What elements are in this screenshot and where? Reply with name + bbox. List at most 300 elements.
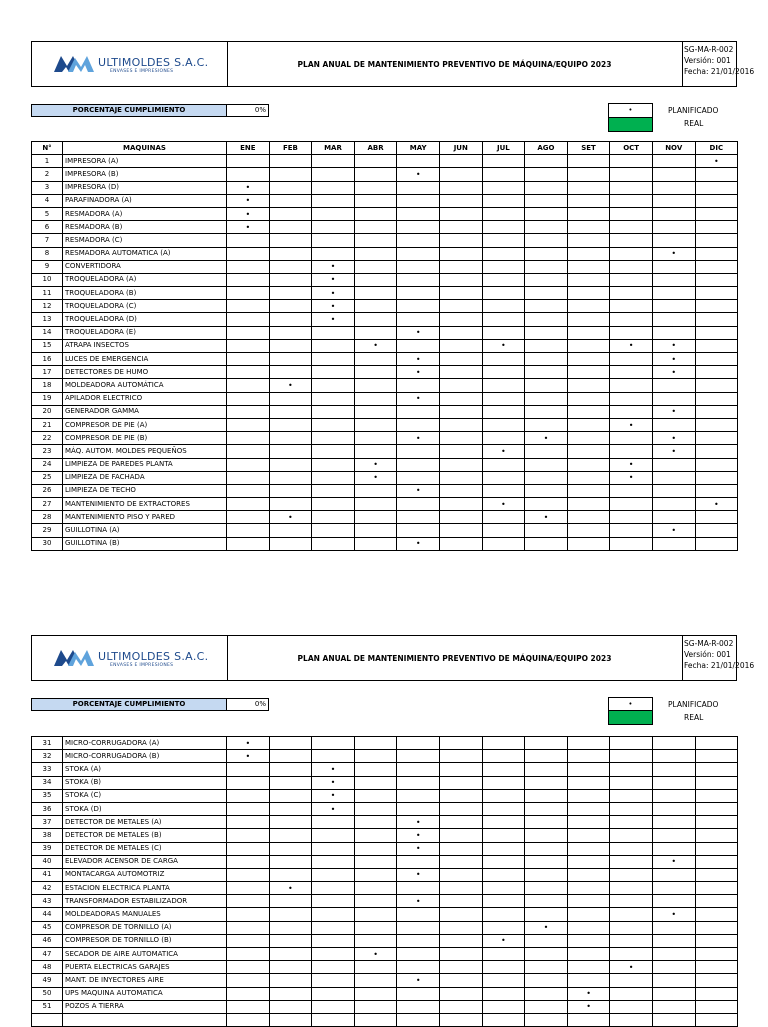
month-cell [610, 353, 653, 366]
month-cell [269, 366, 312, 379]
machine-name: LUCES DE EMERGENCIA [63, 353, 227, 366]
table-row [32, 948, 738, 961]
col-header-abr: ABR [354, 142, 397, 155]
planned-mark: • [610, 961, 653, 974]
planned-mark: • [397, 432, 440, 445]
month-cell [397, 207, 440, 220]
month-cell [439, 750, 482, 763]
month-cell [354, 921, 397, 934]
month-cell [652, 961, 695, 974]
month-cell [439, 234, 482, 247]
month-cell [482, 458, 525, 471]
planned-mark: • [397, 974, 440, 987]
month-cell [312, 974, 355, 987]
month-cell [525, 816, 568, 829]
month-cell [610, 168, 653, 181]
month-cell [567, 961, 610, 974]
logo-cell [32, 42, 228, 86]
month-cell [482, 432, 525, 445]
month-cell [269, 868, 312, 881]
planned-mark: • [652, 855, 695, 868]
month-cell [525, 868, 568, 881]
planned-mark: • [652, 366, 695, 379]
month-cell [397, 802, 440, 815]
planned-mark: • [397, 168, 440, 181]
table-row [32, 511, 738, 524]
row-number: 31 [32, 737, 63, 750]
month-cell [354, 155, 397, 168]
col-header-feb: FEB [269, 142, 312, 155]
month-cell [439, 511, 482, 524]
month-cell [567, 934, 610, 947]
month-cell [652, 934, 695, 947]
col-header-dic: DIC [695, 142, 738, 155]
table-row [32, 789, 738, 802]
month-cell [695, 974, 738, 987]
month-cell [482, 181, 525, 194]
month-cell [439, 789, 482, 802]
month-cell [567, 326, 610, 339]
machine-name: RESMADORA AUTOMATICA (A) [63, 247, 227, 260]
month-cell [610, 948, 653, 961]
month-cell [567, 445, 610, 458]
table-row [32, 776, 738, 789]
month-cell [397, 458, 440, 471]
table-row [32, 260, 738, 273]
month-cell [695, 168, 738, 181]
document-code: SG-MA-R-002 [684, 639, 734, 648]
table-row [32, 868, 738, 881]
month-cell [439, 524, 482, 537]
planned-mark: • [227, 194, 270, 207]
month-cell [652, 418, 695, 431]
table-header-row [32, 142, 738, 155]
month-cell [567, 221, 610, 234]
machine-name: DETECTORES DE HUMO [63, 366, 227, 379]
planned-mark: • [227, 207, 270, 220]
month-cell [695, 776, 738, 789]
col-header-ene: ENE [227, 142, 270, 155]
month-cell [269, 300, 312, 313]
month-cell [567, 868, 610, 881]
table-row [32, 1000, 738, 1013]
month-cell [227, 353, 270, 366]
month-cell [652, 974, 695, 987]
month-cell [354, 511, 397, 524]
month-cell [525, 300, 568, 313]
month-cell [652, 882, 695, 895]
month-cell [312, 934, 355, 947]
month-cell [610, 194, 653, 207]
row-number: 24 [32, 458, 63, 471]
legend-real-label: REAL [684, 713, 704, 722]
month-cell [525, 353, 568, 366]
month-cell [567, 763, 610, 776]
month-cell [439, 948, 482, 961]
month-cell [269, 1013, 312, 1026]
month-cell [439, 287, 482, 300]
planned-mark: • [610, 339, 653, 352]
month-cell [567, 207, 610, 220]
table-row [32, 366, 738, 379]
month-cell [354, 776, 397, 789]
month-cell [652, 498, 695, 511]
month-cell [567, 802, 610, 815]
table-row [32, 484, 738, 497]
machine-name: STOKA (C) [63, 789, 227, 802]
month-cell [312, 511, 355, 524]
month-cell [354, 498, 397, 511]
col-header-number: N° [32, 142, 63, 155]
month-cell [695, 882, 738, 895]
machine-name: TROQUELADORA (A) [63, 273, 227, 286]
col-header-nov: NOV [652, 142, 695, 155]
month-cell [354, 418, 397, 431]
month-cell [610, 498, 653, 511]
month-cell [439, 353, 482, 366]
month-cell [482, 895, 525, 908]
month-cell [610, 816, 653, 829]
month-cell [652, 484, 695, 497]
month-cell [227, 789, 270, 802]
planned-mark: • [695, 155, 738, 168]
month-cell [439, 498, 482, 511]
month-cell [269, 987, 312, 1000]
month-cell [482, 273, 525, 286]
month-cell [610, 524, 653, 537]
legend-planned-label: PLANIFICADO [668, 700, 719, 709]
month-cell [312, 339, 355, 352]
row-number: 33 [32, 763, 63, 776]
month-cell [482, 168, 525, 181]
table-row [32, 763, 738, 776]
month-cell [695, 750, 738, 763]
month-cell [312, 418, 355, 431]
machine-name: COMPRESOR DE PIE (B) [63, 432, 227, 445]
month-cell [397, 221, 440, 234]
month-cell [312, 737, 355, 750]
month-cell [695, 829, 738, 842]
row-number: 36 [32, 802, 63, 815]
month-cell [610, 829, 653, 842]
month-cell [439, 379, 482, 392]
month-cell [227, 868, 270, 881]
month-cell [610, 537, 653, 550]
month-cell [397, 260, 440, 273]
month-cell [525, 895, 568, 908]
machine-name: ATRAPA INSECTOS [63, 339, 227, 352]
month-cell [525, 1013, 568, 1026]
col-header-set: SET [567, 142, 610, 155]
row-number: 30 [32, 537, 63, 550]
month-cell [567, 155, 610, 168]
month-cell [525, 750, 568, 763]
month-cell [269, 789, 312, 802]
mm-logo-icon [54, 648, 98, 668]
month-cell [525, 471, 568, 484]
legend-planned-box: • [608, 697, 653, 712]
planned-mark: • [397, 484, 440, 497]
month-cell [525, 948, 568, 961]
machine-name: TROQUELADORA (D) [63, 313, 227, 326]
month-cell [227, 498, 270, 511]
month-cell [397, 961, 440, 974]
planned-mark: • [269, 882, 312, 895]
table-row [32, 432, 738, 445]
month-cell [695, 921, 738, 934]
month-cell [695, 326, 738, 339]
month-cell [227, 260, 270, 273]
month-cell [652, 842, 695, 855]
month-cell [227, 934, 270, 947]
month-cell [652, 1013, 695, 1026]
month-cell [567, 458, 610, 471]
month-cell [652, 802, 695, 815]
month-cell [397, 445, 440, 458]
month-cell [312, 445, 355, 458]
month-cell [312, 234, 355, 247]
planned-mark: • [354, 458, 397, 471]
machine-name: LIMPIEZA DE TECHO [63, 484, 227, 497]
month-cell [439, 207, 482, 220]
month-cell [525, 934, 568, 947]
table-row [32, 987, 738, 1000]
row-number: 16 [32, 353, 63, 366]
month-cell [354, 194, 397, 207]
document-header-1 [31, 41, 755, 87]
month-cell [567, 287, 610, 300]
month-cell [354, 234, 397, 247]
month-cell [695, 934, 738, 947]
month-cell [312, 948, 355, 961]
machine-name: PUERTA ELECTRICAS GARAJES [63, 961, 227, 974]
row-number: 20 [32, 405, 63, 418]
month-cell [525, 194, 568, 207]
machine-name: MÁQ. AUTOM. MOLDES PEQUEÑOS [63, 445, 227, 458]
month-cell [269, 432, 312, 445]
month-cell [354, 868, 397, 881]
month-cell [482, 961, 525, 974]
month-cell [354, 737, 397, 750]
machine-name: COMPRESOR DE TORNILLO (B) [63, 934, 227, 947]
month-cell [354, 789, 397, 802]
month-cell [567, 776, 610, 789]
month-cell [227, 948, 270, 961]
machine-name: MOLDEADORA AUTOMÁTICA [63, 379, 227, 392]
col-header-mar: MAR [312, 142, 355, 155]
month-cell [312, 458, 355, 471]
row-number: 14 [32, 326, 63, 339]
month-cell [439, 816, 482, 829]
planned-mark: • [525, 511, 568, 524]
planned-mark: • [482, 445, 525, 458]
month-cell [652, 750, 695, 763]
month-cell [354, 842, 397, 855]
month-cell [269, 273, 312, 286]
table-row [32, 471, 738, 484]
month-cell [227, 921, 270, 934]
month-cell [652, 829, 695, 842]
table-body-1 [32, 155, 738, 551]
row-number: 43 [32, 895, 63, 908]
month-cell [567, 392, 610, 405]
row-number: 12 [32, 300, 63, 313]
month-cell [652, 273, 695, 286]
month-cell [567, 1013, 610, 1026]
month-cell [610, 273, 653, 286]
month-cell [354, 750, 397, 763]
month-cell [525, 287, 568, 300]
machine-name: COMPRESOR DE PIE (A) [63, 418, 227, 431]
planned-mark: • [312, 313, 355, 326]
month-cell [567, 789, 610, 802]
planned-mark: • [567, 987, 610, 1000]
month-cell [269, 895, 312, 908]
col-header-machines: MAQUINAS [63, 142, 227, 155]
table-row [32, 392, 738, 405]
month-cell [567, 882, 610, 895]
company-logo [54, 648, 209, 672]
month-cell [652, 1000, 695, 1013]
month-cell [439, 194, 482, 207]
month-cell [610, 405, 653, 418]
row-number: 48 [32, 961, 63, 974]
planned-mark: • [610, 458, 653, 471]
month-cell [482, 260, 525, 273]
month-cell [567, 273, 610, 286]
planned-mark: • [227, 737, 270, 750]
document-title: PLAN ANUAL DE MANTENIMIENTO PREVENTIVO DE MÁQUINA/EQUIPO 2023 [227, 636, 683, 680]
month-cell [439, 974, 482, 987]
month-cell [567, 471, 610, 484]
month-cell [397, 273, 440, 286]
month-cell [695, 895, 738, 908]
table-row [32, 207, 738, 220]
month-cell [610, 287, 653, 300]
month-cell [354, 432, 397, 445]
month-cell [482, 405, 525, 418]
month-cell [227, 987, 270, 1000]
month-cell [354, 247, 397, 260]
month-cell [312, 379, 355, 392]
month-cell [482, 1013, 525, 1026]
compliance-value: 0% [227, 104, 269, 117]
month-cell [269, 353, 312, 366]
month-cell [610, 326, 653, 339]
month-cell [227, 855, 270, 868]
month-cell [695, 260, 738, 273]
month-cell [269, 737, 312, 750]
month-cell [397, 339, 440, 352]
month-cell [567, 855, 610, 868]
month-cell [567, 524, 610, 537]
month-cell [227, 234, 270, 247]
month-cell [397, 300, 440, 313]
planned-mark: • [312, 802, 355, 815]
planned-mark: • [397, 537, 440, 550]
table-row [32, 168, 738, 181]
table-row [32, 234, 738, 247]
month-cell [354, 326, 397, 339]
month-cell [439, 987, 482, 1000]
month-cell [227, 816, 270, 829]
month-cell [227, 405, 270, 418]
month-cell [227, 300, 270, 313]
planned-mark: • [525, 921, 568, 934]
company-name: ULTIMOLDES S.A.C. [98, 650, 209, 663]
month-cell [439, 260, 482, 273]
month-cell [610, 908, 653, 921]
month-cell [525, 445, 568, 458]
month-cell [695, 273, 738, 286]
month-cell [227, 379, 270, 392]
month-cell [652, 816, 695, 829]
month-cell [652, 737, 695, 750]
month-cell [695, 458, 738, 471]
planned-mark: • [652, 908, 695, 921]
month-cell [439, 537, 482, 550]
month-cell [482, 948, 525, 961]
row-number: 17 [32, 366, 63, 379]
table-row [32, 287, 738, 300]
planned-mark: • [397, 353, 440, 366]
maintenance-table-1 [31, 141, 738, 551]
month-cell [227, 1013, 270, 1026]
month-cell [482, 908, 525, 921]
month-cell [354, 974, 397, 987]
month-cell [567, 181, 610, 194]
month-cell [695, 247, 738, 260]
month-cell [269, 313, 312, 326]
month-cell [312, 868, 355, 881]
month-cell [439, 921, 482, 934]
month-cell [269, 842, 312, 855]
month-cell [397, 511, 440, 524]
month-cell [312, 816, 355, 829]
month-cell [652, 763, 695, 776]
month-cell [227, 168, 270, 181]
month-cell [439, 484, 482, 497]
month-cell [227, 908, 270, 921]
month-cell [397, 379, 440, 392]
month-cell [652, 155, 695, 168]
month-cell [439, 418, 482, 431]
month-cell [610, 1000, 653, 1013]
month-cell [525, 181, 568, 194]
month-cell [439, 326, 482, 339]
month-cell [695, 842, 738, 855]
month-cell [695, 405, 738, 418]
month-cell [567, 353, 610, 366]
month-cell [312, 537, 355, 550]
month-cell [227, 484, 270, 497]
month-cell [397, 776, 440, 789]
machine-name: IMPRESORA (D) [63, 181, 227, 194]
row-number: 42 [32, 882, 63, 895]
month-cell [227, 339, 270, 352]
month-cell [397, 908, 440, 921]
month-cell [482, 829, 525, 842]
row-number: 45 [32, 921, 63, 934]
month-cell [397, 882, 440, 895]
machine-name: IMPRESORA (B) [63, 168, 227, 181]
company-logo [54, 54, 209, 78]
month-cell [652, 776, 695, 789]
month-cell [567, 432, 610, 445]
month-cell [482, 287, 525, 300]
month-cell [354, 405, 397, 418]
month-cell [439, 313, 482, 326]
